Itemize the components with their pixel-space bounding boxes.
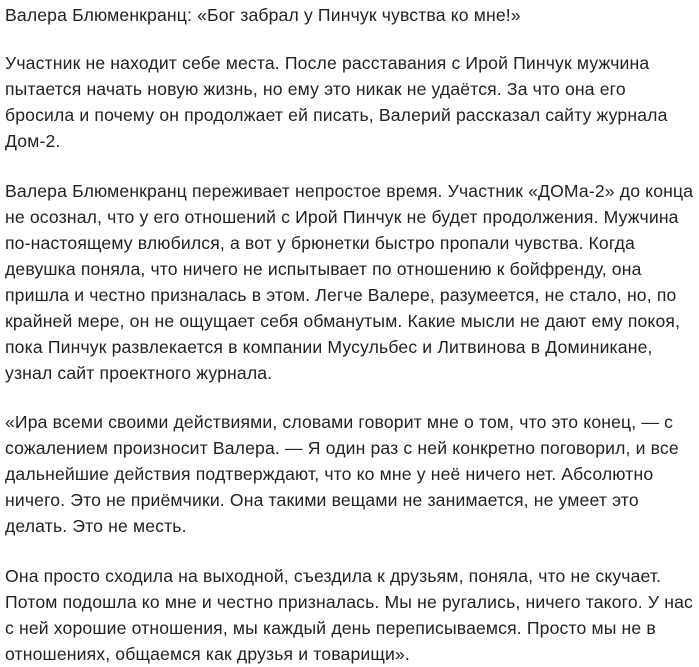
- paragraph-line: по-настоящему влюбился, а вот у брюнетки быстро пропали чувства. Когда: [5, 233, 635, 253]
- paragraph-line: сожалением произносит Валера. — Я один раз с ней конкретно поговорил, и все: [5, 438, 679, 458]
- paragraph-line: с ней хорошие отношения, мы каждый день переписываемся. Просто мы не в: [5, 618, 656, 638]
- article: [5, 2, 695, 667]
- paragraph-line: дальнейшие действия подтверждают, что ко мне у неё ничего нет. Абсолютно: [5, 464, 654, 484]
- paragraph-line: бросила и почему он продолжает ей писать, Валерий рассказал сайту журнала: [5, 105, 668, 125]
- paragraph-line: пока Пинчук развлекается в компании Мусульбес и Литвинова в Доминикане,: [5, 337, 653, 357]
- article-paragraph-3: [5, 409, 695, 539]
- paragraph-line: девушка поняла, что ничего не испытывает по отношению к бойфренду, она: [5, 259, 642, 279]
- paragraph-line: отношениях, общаемся как друзья и товарищи».: [5, 644, 410, 664]
- paragraph-line: пытается начать новую жизнь, но ему это никак не удаётся. За что она его: [5, 79, 626, 99]
- paragraph-line: узнал сайт проектного журнала.: [5, 363, 273, 383]
- article-paragraph-2: [5, 178, 695, 386]
- article-title: Валера Блюменкранц: «Бог забрал у Пинчук чувства ко мне!»: [5, 5, 521, 25]
- paragraph-line: Валера Блюменкранц переживает непростое время. Участник «ДОМа-2» до конца: [5, 181, 694, 201]
- paragraph-line: Участник не находит себе места. После расставания с Ирой Пинчук мужчина: [5, 53, 650, 73]
- paragraph-line: Она просто сходила на выходной, съездила к друзьям, поняла, что не скучает.: [5, 566, 662, 586]
- paragraph-line: делать. Это не месть.: [5, 516, 187, 536]
- paragraph-line: не осознал, что у его отношений с Ирой Пинчук не будет продолжения. Мужчина: [5, 207, 679, 227]
- paragraph-line: «Ира всеми своими действиями, словами говорит мне о том, что это конец, — с: [5, 412, 674, 432]
- paragraph-line: пришла и честно призналась в этом. Легче Валере, разумеется, не стало, но, по: [5, 285, 677, 305]
- paragraph-line: Дом-2.: [5, 131, 61, 151]
- article-paragraph-4: [5, 563, 695, 667]
- paragraph-line: ничего. Это не приёмчики. Она такими вещами не занимается, не умеет это: [5, 490, 639, 510]
- paragraph-line: Потом подошла ко мне и честно призналась. Мы не ругались, ничего такого. У нас: [5, 592, 693, 612]
- article-paragraph-1: [5, 50, 695, 154]
- paragraph-line: крайней мере, он не ощущает себя обманутым. Какие мысли не дают ему покоя,: [5, 311, 681, 331]
